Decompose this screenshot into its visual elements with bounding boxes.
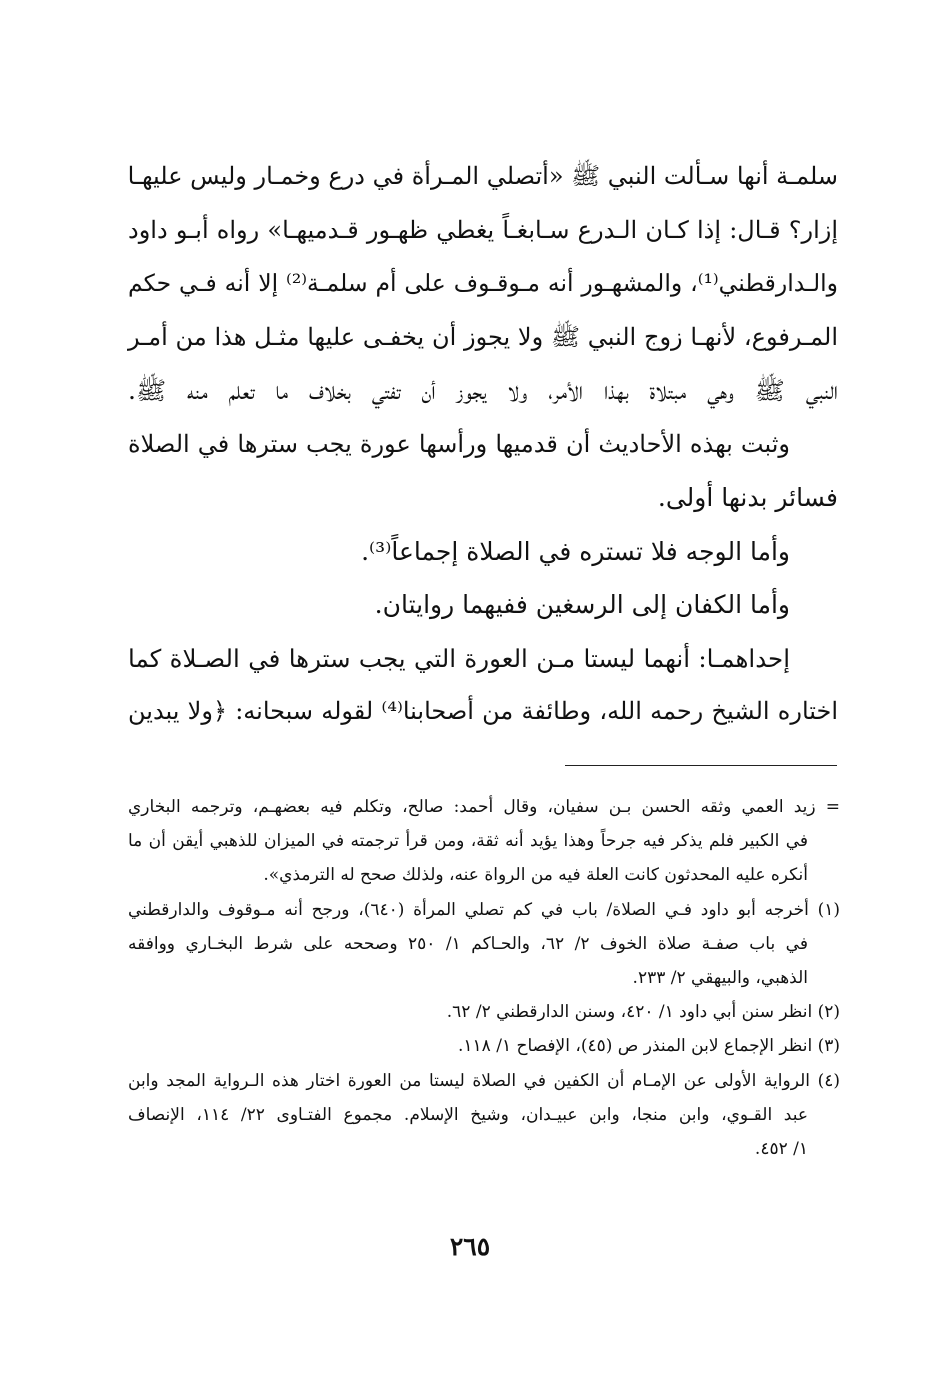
body-line: فسائر بدنها أولى. [657,483,838,512]
footnote-line: (١) أخرجه أبو داود فـي الصلاة/ باب في كم تصلي المرأة (٦٤٠)، ورجح أنه مـوقوف والدارقطني [128,899,840,920]
main-text [128,150,838,739]
body-line: والـدارقطني⁽¹⁾، والمشهـور أنه مـوقـوف على أم سلمـة⁽²⁾ إلا أنه فـي حكم [128,269,838,297]
footnote-line: (٤) الرواية الأولى عن الإمـام أن الكفين في الصلاة ليستا من العورة اختار هذه الـرواية المجد وابن [128,1070,840,1091]
footnote-line: الذهبي، والبيهقي ٢/ ٢٣٣. [632,967,808,988]
body-line: النبي ﷺ وهي مبتلاة بهذا الأمر، ولا يجوز أن تفتي بخلاف ما تعلم منه ﷺ. [128,376,838,405]
footnote-line: أنكره عليه المحدثون كانت العلة فيه من الرواة عنه، ولذلك صحح له الترمذي». [263,865,808,886]
footnote-line: عبد القـوي، وابن منجا، وابن عبيـدان، وشيخ الإسلام. مجموع الفتـاوى ٢٢/ ١١٤، الإنصاف [128,1104,808,1125]
footnote-line: (٣) انظر الإجماع لابن المنذر ص (٤٥)، الإفصاح ١/ ١١٨. [458,1036,840,1057]
body-line: المـرفوع، لأنهـا زوج النبي ﷺ ولا يجوز أن يخفـى عليها مثـل هذا من أمـر [128,322,838,351]
footnotes [128,790,840,1166]
body-line: إزار؟ قـال: إذا كـان الـدرع سـابغـاً يغطي ظهـور قـدميهـا» رواه أبـو داود [128,215,838,244]
body-line: وثبت بهذه الأحاديث أن قدميها ورأسها عورة يجب سترها في الصلاة [128,429,790,458]
footnote-line: في الكبير فلم يذكر فيه جرحاً وهذا يؤيد أنه ثقة، ومن قرأ ترجمته في الميزان للذهبي أيقن أن ما [128,831,808,852]
body-line: اختاره الشيخ رحمه الله، وطائفة من أصحابنا⁽⁴⁾ لقوله سبحانه: ﴿ولا يبدين [128,697,838,725]
footnote-line: ١/ ٤٥٢. [754,1138,808,1159]
body-line: وأما الكفان إلى الرسغين ففيهما روايتان. [374,590,790,619]
footnote-line: (٢) انظر سنن أبي داود ١/ ٤٢٠، وسنن الدارقطني ٢/ ٦٢. [446,1002,840,1023]
body-line: إحداهمـا: أنهما ليستا مـن العورة التي يجب سترها في الصـلاة كما [128,643,790,673]
body-line: سلمـة أنها سـألت النبي ﷺ «أتصلي المـرأة في درع وخمـار وليس عليهـا [127,162,838,190]
page-number: ٢٦٥ [449,1232,491,1261]
footnote-separator [565,765,837,766]
footnote-line: في باب صفـة صلاة الخوف ٢/ ٦٢، والحـاكم ١/ ٢٥٠ وصححه على شرط البخـاري ووافقه [128,933,808,954]
body-line: وأما الوجه فلا تستره في الصلاة إجماعاً⁽³⁾. [361,536,790,566]
footnote-line: = زيد العمي وثقه الحسن بـن سفيان، وقال أحمد: صالح، وتكلم فيه بعضهـم، وترجمه البخاري [128,797,840,817]
